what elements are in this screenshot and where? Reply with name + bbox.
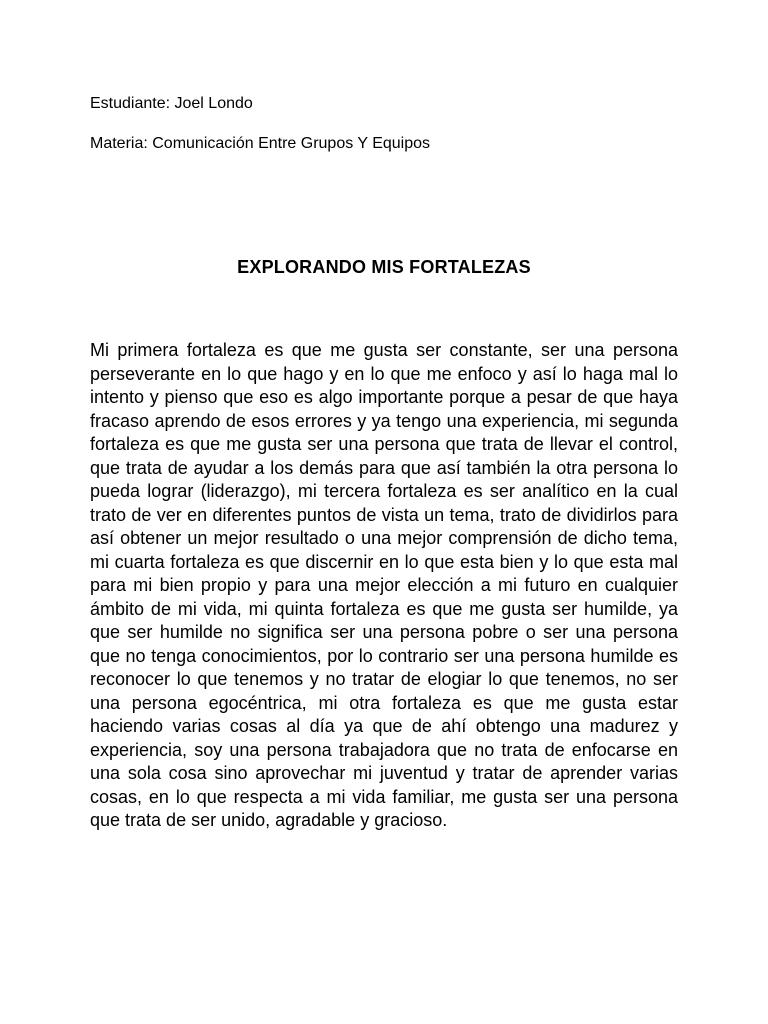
subject-line: Materia: Comunicación Entre Grupos Y Equipos: [90, 135, 431, 152]
body-paragraph: Mi primera fortaleza es que me gusta ser constante, ser una persona perseverante en lo que hago y en lo que me enfoco y así lo haga mal lo intento y pienso que eso es algo importante porque a pesar de que haya fracaso aprendo de esos errores y ya tengo una experiencia, mi segunda fortaleza es que me gusta ser una persona que trata de llevar el control, que trata de ayudar a los demás para que así también la otra persona lo pueda lograr (liderazgo), mi tercera fortaleza es ser analítico en la cual trato de ver en diferentes puntos de vista un tema, trato de dividirlos para así obtener un mejor resultado o una mejor comprensión de dicho tema, mi cuarta fortaleza es que discernir en lo que esta bien y lo que esta mal para mi bien propio y para una mejor elección a mi futuro en cualquier ámbito de mi vida, mi quinta fortaleza es que me gusta ser humilde, ya que ser humilde no significa ser una persona pobre o ser una persona que no tenga conocimientos, por lo contrario ser una persona humilde es reconocer lo que tenemos y no tratar de elogiar lo que tenemos, no ser una persona egocéntrica, mi otra fortaleza es que me gusta estar haciendo varias cosas al día ya que de ahí obtengo una madurez y experiencia, soy una persona trabajadora que no trata de enfocarse en una sola cosa sino aprovechar mi juventud y tratar de aprender varias cosas, en lo que respecta a mi vida familiar, me gusta ser una persona que trata de ser unido, agradable y gracioso.: [90, 340, 678, 830]
student-name-line: Estudiante: Joel Londo: [90, 95, 253, 112]
document-title: EXPLORANDO MIS FORTALEZAS: [237, 257, 531, 277]
